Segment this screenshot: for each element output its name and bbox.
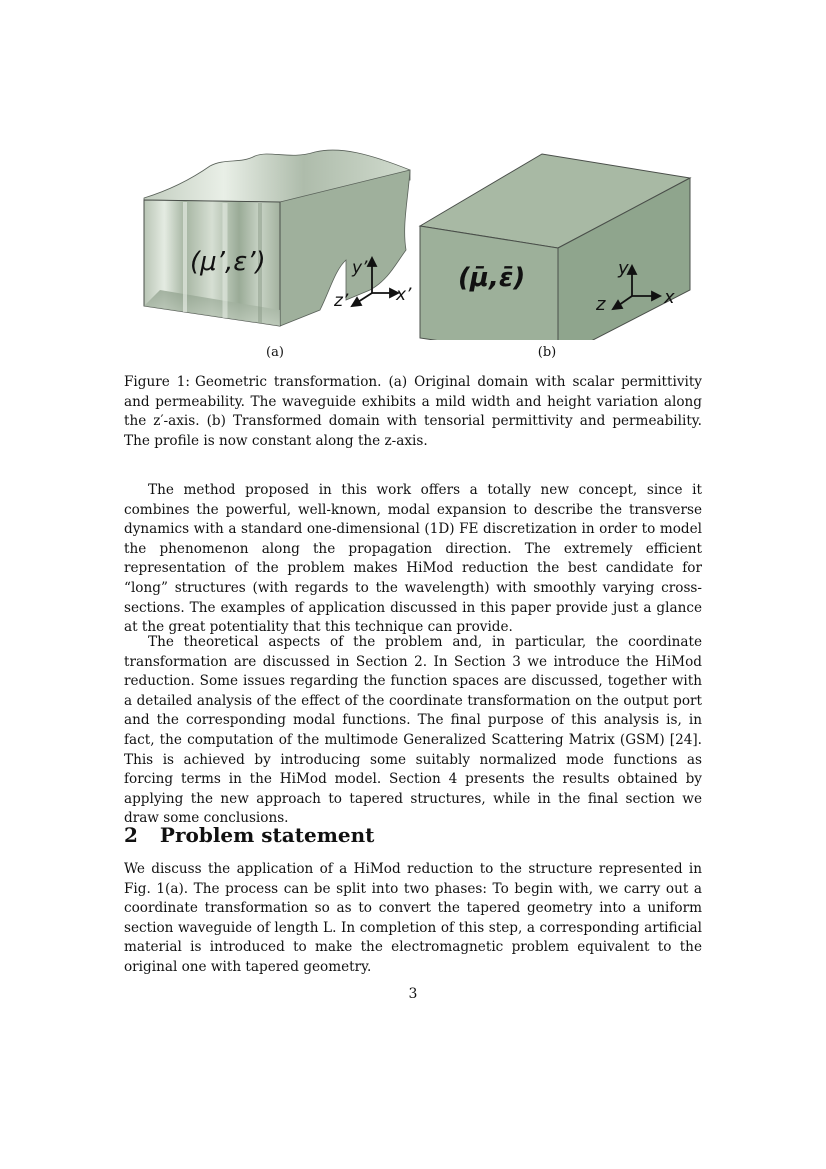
panel-b-domain-label: (μ̄,ε̄) bbox=[458, 263, 526, 293]
section-number: 2 bbox=[124, 823, 138, 847]
figure-illustration bbox=[130, 140, 710, 340]
section-heading bbox=[124, 823, 374, 847]
panel-a-waveguide bbox=[144, 150, 412, 326]
panel-a-y-axis-label: y’ bbox=[352, 258, 368, 278]
panel-a-z-axis-label: z’ bbox=[334, 291, 349, 311]
panel-b-z-axis-label: z bbox=[596, 294, 606, 315]
panel-b-y-axis-label: y bbox=[618, 258, 629, 279]
subcaption-b: (b) bbox=[537, 345, 557, 360]
caption-text: Geometric transformation. (a) Original domain with scalar permittivity and permeability. The waveguide exhibits a mild width and height variation along the z′-axis. (b) Transformed domain with tensorial permittivity and permeability. The profile is now constant along the z-axis. bbox=[124, 374, 702, 449]
panel-b-box bbox=[420, 154, 690, 340]
figure-1 bbox=[130, 140, 710, 365]
panel-a-domain-label: (μ’,ε’) bbox=[190, 247, 266, 277]
figure-caption bbox=[124, 373, 702, 451]
section-paragraph: We discuss the application of a HiMod reduction to the structure represented in Fig. 1(a). The process can be split into two phases: To begin with, we carry out a coordinate transformation so as to convert the tapered geometry into a uniform section waveguide of length L. In completion of this step, a corresponding artificial material is introduced to make the electromagnetic problem equivalent to the original one with tapered geometry. bbox=[124, 861, 702, 975]
panel-a-x-axis-label: x’ bbox=[396, 285, 412, 305]
paragraph-1: The method proposed in this work offers a totally new concept, since it combines the powerful, well-known, modal expansion to describe the transverse dynamics with a standard one-dimensional (1D) FE discretization in order to model the phenomenon along the propagation direction. The extremely efficient representation of the problem makes HiMod reduction the best candidate for “long” structures (with regards to the wavelength) with smoothly varying cross-sections. The examples of application discussed in this paper provide just a glance at the great potentiality that this technique can provide. bbox=[124, 482, 702, 636]
caption-tag: Figure 1: bbox=[124, 374, 190, 390]
panel-b-x-axis-label: x bbox=[664, 287, 675, 308]
section-title: Problem statement bbox=[159, 823, 375, 847]
paragraph-2: The theoretical aspects of the problem and, in particular, the coordinate transformation are discussed in Section 2. In Section 3 we introduce the HiMod reduction. Some issues regarding the function spaces are discussed, together with a detailed analysis of the effect of the coordinate transformation on the output port and the corresponding modal functions. The final purpose of this analysis is, in fact, the computation of the multimode Generalized Scattering Matrix (GSM) [24]. This is achieved by introducing some suitably normalized mode functions as forcing terms in the HiMod model. Section 4 presents the results obtained by applying the new approach to tapered structures, while in the final section we draw some conclusions. bbox=[124, 634, 702, 827]
subcaption-a: (a) bbox=[266, 345, 284, 360]
page-number: 3 bbox=[408, 986, 418, 1002]
